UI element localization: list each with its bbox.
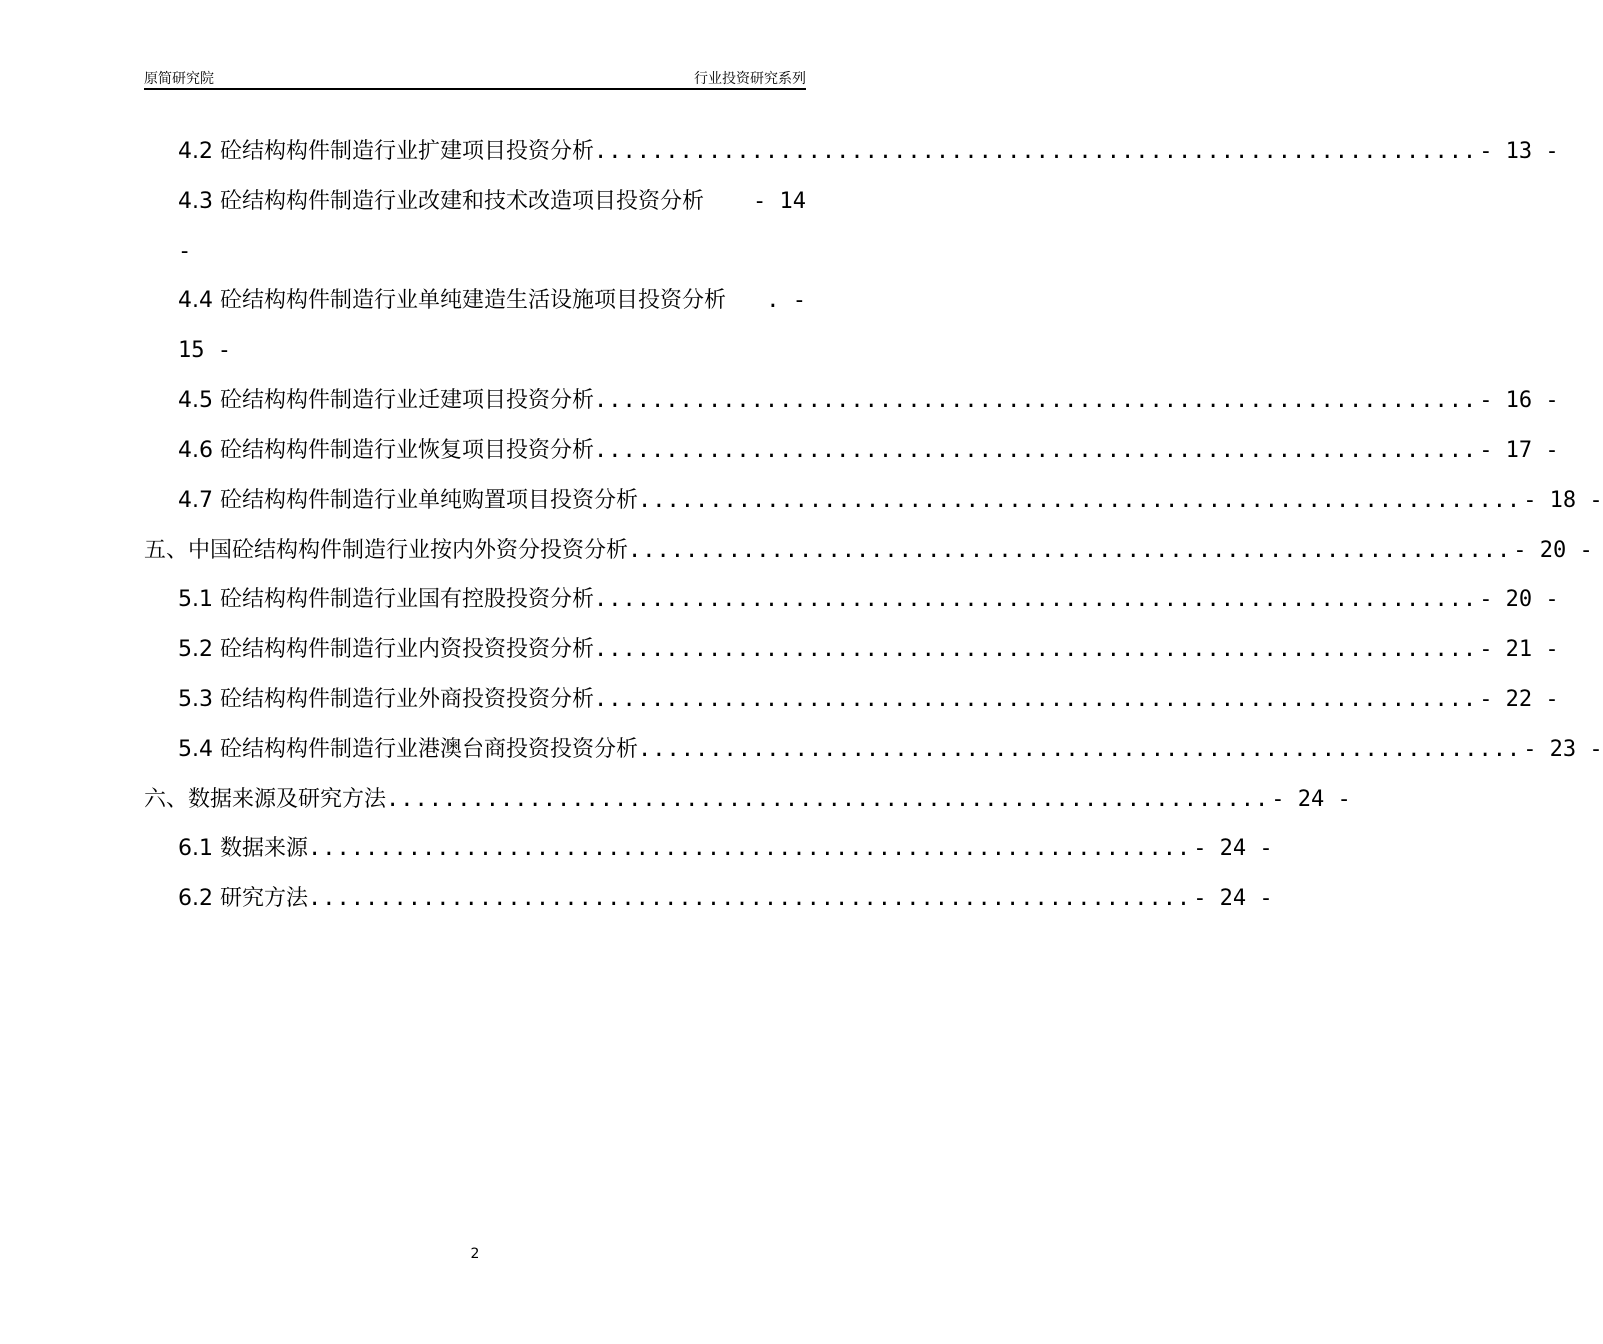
toc-entry-title: 4.6 砼结构构件制造行业恢复项目投资分析 bbox=[178, 438, 594, 463]
toc-entry-page: - 14 bbox=[753, 189, 806, 214]
page-number: 2 bbox=[470, 1246, 480, 1262]
toc-entry[interactable] bbox=[178, 486, 1603, 516]
toc-entry[interactable] bbox=[178, 436, 1559, 466]
toc-entry-page: - 21 - bbox=[1479, 637, 1559, 662]
toc-entry[interactable] bbox=[178, 386, 1559, 416]
toc-entry[interactable] bbox=[178, 585, 1559, 615]
toc-leader: .............................................................. bbox=[593, 139, 1478, 164]
toc-leader: .............................................................. bbox=[593, 587, 1478, 612]
page-header bbox=[144, 66, 806, 90]
toc-leader: .............................................................. bbox=[593, 637, 1478, 662]
toc-leader: .............................................................. bbox=[637, 488, 1522, 513]
toc-entry-title: 5.1 砼结构构件制造行业国有控股投资分析 bbox=[178, 587, 594, 612]
toc-entry-title: 5.3 砼结构构件制造行业外商投资投资分析 bbox=[178, 687, 594, 712]
toc-leader: .............................................................. bbox=[593, 687, 1478, 712]
header-org-name: 原简研究院 bbox=[144, 71, 214, 87]
toc-entry-continuation: - bbox=[178, 239, 192, 264]
toc-entry[interactable] bbox=[178, 187, 806, 217]
toc-leader: .............................................................. bbox=[637, 737, 1522, 762]
toc-entry-page: - 13 - bbox=[1479, 139, 1559, 164]
toc-leader: .............................................................. bbox=[628, 538, 1512, 563]
toc-leader: .............................................................. bbox=[386, 787, 1270, 812]
toc-entry-page: - 24 - bbox=[1193, 886, 1273, 911]
toc-entry-title: 五、中国砼结构构件制造行业按内外资分投资分析 bbox=[144, 538, 629, 563]
toc-entry-page: - 16 - bbox=[1479, 388, 1559, 413]
toc-entry-title: 4.5 砼结构构件制造行业迁建项目投资分析 bbox=[178, 388, 594, 413]
toc-leader: .............................................................. bbox=[307, 836, 1192, 861]
toc-entry-title: 六、数据来源及研究方法 bbox=[144, 787, 387, 812]
toc-entry-page: - 24 - bbox=[1271, 787, 1351, 812]
toc-entry-title: 4.7 砼结构构件制造行业单纯购置项目投资分析 bbox=[178, 488, 638, 513]
toc-entry[interactable] bbox=[178, 137, 1559, 167]
toc-leader: .............................................................. bbox=[593, 438, 1478, 463]
toc-entry[interactable] bbox=[178, 635, 1559, 665]
toc-entry-title: 5.2 砼结构构件制造行业内资投资投资分析 bbox=[178, 637, 594, 662]
toc-entry-page: - 22 - bbox=[1479, 687, 1559, 712]
toc-entry[interactable] bbox=[178, 735, 1603, 765]
toc-entry-page: - 20 - bbox=[1479, 587, 1559, 612]
toc-entry-page: - 18 - bbox=[1523, 488, 1603, 513]
toc-entry-page: - 24 - bbox=[1193, 836, 1273, 861]
toc-entry[interactable] bbox=[178, 884, 1273, 914]
toc-entry[interactable] bbox=[178, 685, 1559, 715]
toc-entry-title: 6.2 研究方法 bbox=[178, 886, 308, 911]
toc-entry[interactable] bbox=[178, 286, 806, 316]
toc-entry-title: 5.4 砼结构构件制造行业港澳台商投资投资分析 bbox=[178, 737, 638, 762]
toc-entry-title: 4.3 砼结构构件制造行业改建和技术改造项目投资分析 bbox=[178, 189, 704, 214]
header-series-name: 行业投资研究系列 bbox=[694, 71, 806, 87]
toc-entry-page: - 23 - bbox=[1523, 737, 1603, 762]
toc-entry-title: 4.2 砼结构构件制造行业扩建项目投资分析 bbox=[178, 139, 594, 164]
toc-entry-page: . - bbox=[766, 288, 806, 313]
toc-entry[interactable] bbox=[178, 834, 1273, 864]
toc-entry-title: 4.4 砼结构构件制造行业单纯建造生活设施项目投资分析 bbox=[178, 288, 726, 313]
toc-entry-page: - 20 - bbox=[1513, 538, 1593, 563]
toc-entry-page: - 17 - bbox=[1479, 438, 1559, 463]
toc-entry-continuation: 15 - bbox=[178, 338, 231, 363]
toc-entry[interactable] bbox=[144, 536, 1593, 566]
toc-entry-title: 6.1 数据来源 bbox=[178, 836, 308, 861]
toc-leader: .............................................................. bbox=[593, 388, 1478, 413]
toc-entry[interactable] bbox=[144, 785, 1351, 815]
toc-leader: .............................................................. bbox=[307, 886, 1192, 911]
